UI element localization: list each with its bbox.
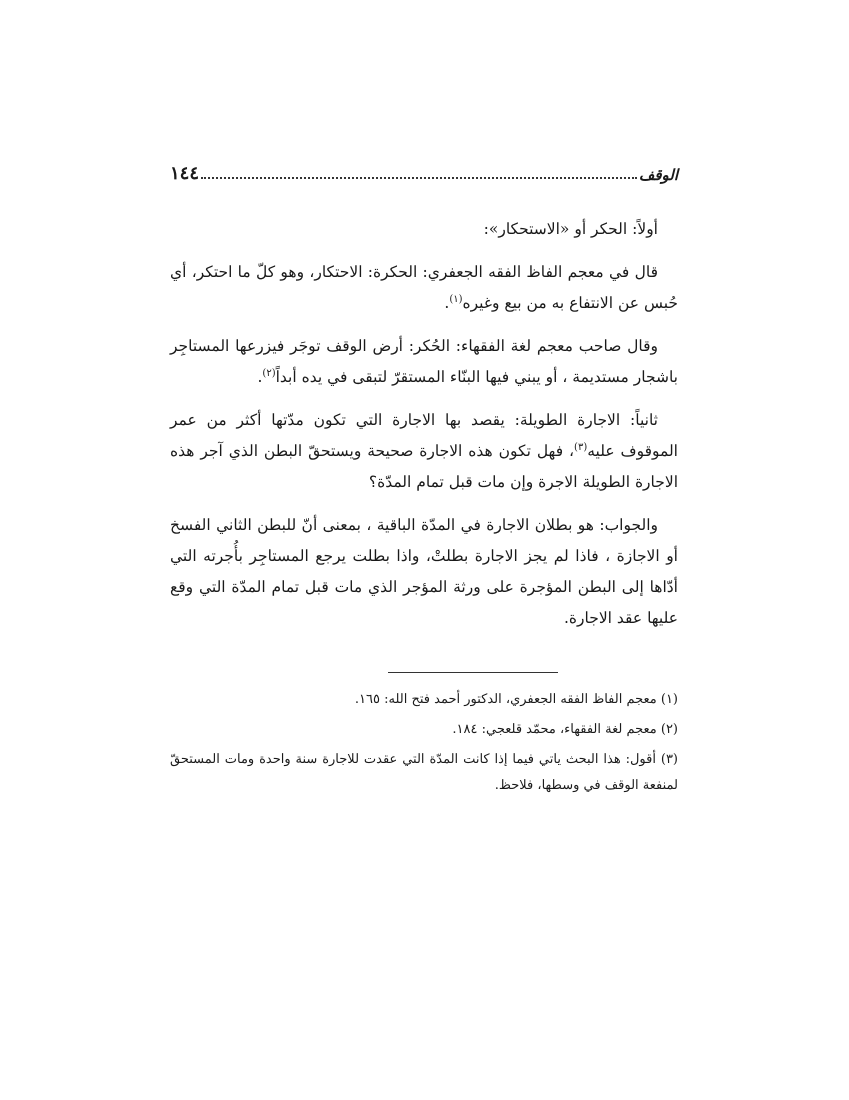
- footnote-marker: (١): [449, 293, 463, 305]
- paragraph-hukr-definition: وقال صاحب معجم لغة الفقهاء: الحُكر: أرض الوقف توجَر فيزرعها المستاجِر باشجار مستديمة ، أو يبني فيها البنّاء المستقرّ لتبقى في يده أبداً$^{(٢)}$.: [170, 337, 678, 386]
- paragraph-hikr-definition: قال في معجم الفاظ الفقه الجعفري: الحكرة: الاحتكار، وهو كلّ ما احتكر، أي حُبس عن الانتفاع به من بيع وغيره$^{(١)}$.: [170, 263, 678, 312]
- header-leader-dots: [201, 177, 637, 179]
- footnote-separator: [388, 672, 558, 673]
- footnotes: [170, 687, 678, 799]
- footnote-2: (٢) معجم لغة الفقهاء، محمّد قلعجي: ١٨٤.: [452, 722, 678, 737]
- paragraph-long-lease: ثانياً: الاجارة الطويلة: يقصد بها الاجارة التي تكون مدّتها أكثر من عمر الموقوف عليه$^{(٣)}$، فهل تكون هذه الاجارة صحيحة ويستحقّ البطن الذي آجر هذه الاجارة الطويلة الاجرة وإن مات قبل تمام المدّة؟: [170, 411, 678, 491]
- running-title: الوقف: [638, 166, 678, 184]
- section-heading-hikr: أولاً: الحكر أو «الاستحكار»:: [483, 220, 658, 238]
- paragraph-answer: والجواب: هو بطلان الاجارة في المدّة الباقية ، بمعنى أنّ للبطن الثاني الفسخ أو الاجازة ، فاذا لم يجز الاجارة بطلتْ، واذا بطلت يرجع المستاجِر بأُجرته التي أدّاها إلى البطن المؤجرة على ورثة المؤجر الذي مات قبل تمام المدّة التي وقع عليها عقد الاجارة.: [170, 516, 678, 627]
- footnote-1: (١) معجم الفاظ الفقه الجعفري، الدكتور أحمد فتح الله: ١٦٥.: [354, 692, 678, 707]
- page-number: ١٤٤: [170, 163, 200, 184]
- footnote-3: (٣) أقول: هذا البحث ياتي فيما إذا كانت المدّة التي عقدت للاجارة سنة واحدة ومات المستحقّ لمنفعة الوقف في وسطها، فلاحظ.: [170, 752, 678, 793]
- main-text: [170, 214, 678, 634]
- footnote-marker: (٣): [574, 441, 588, 453]
- footnote-marker: (٢): [262, 367, 276, 379]
- running-header: [170, 150, 678, 184]
- document-page: [170, 150, 678, 803]
